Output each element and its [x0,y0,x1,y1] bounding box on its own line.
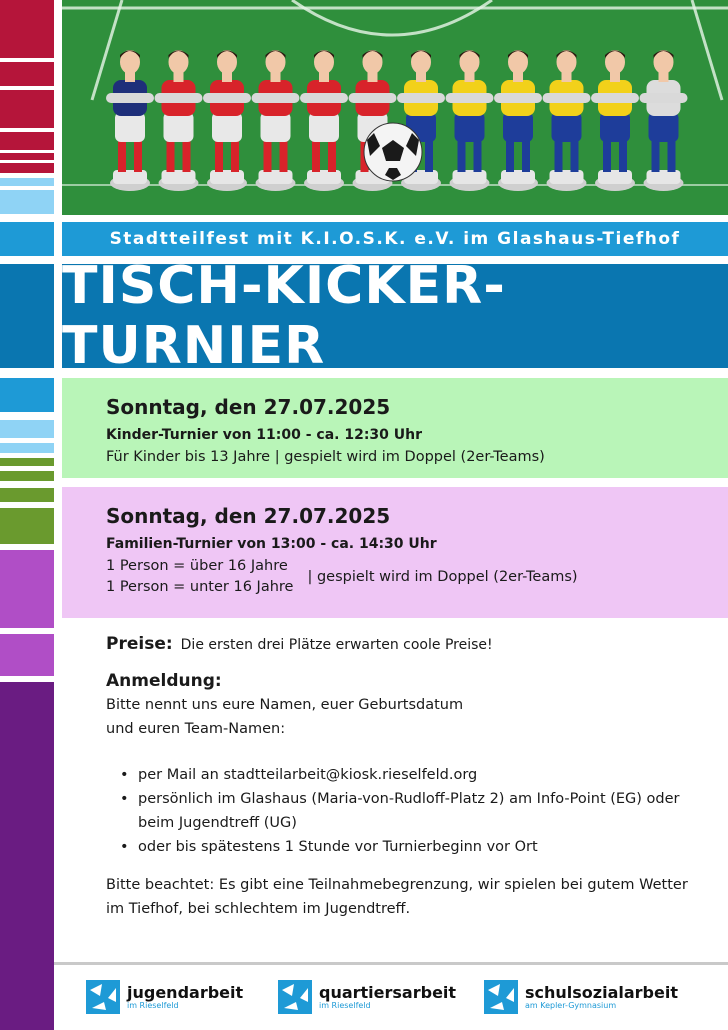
list-item: • persönlich im Glashaus (Maria-von-Rudloff-Platz 2) am Info-Point (EG) oder beim Jugendtreff (UG) [120,787,706,835]
logo-schulsozialarbeit [484,980,678,1014]
event1-details: Für Kinder bis 13 Jahre | gespielt wird im Doppel (2er-Teams) [106,449,545,465]
list-item: • per Mail an stadtteilarbeit@kiosk.rieselfeld.org [120,763,706,787]
quartiersarbeit-logo-icon [278,980,312,1014]
event2-line1: 1 Person = über 16 Jahre [106,558,288,574]
list-item: • oder bis spätestens 1 Stunde vor Turnierbeginn vor Ort [120,835,706,859]
registration-info [106,632,706,921]
schulsozialarbeit-logo-icon [484,980,518,1014]
event1-date: Sonntag, den 27.07.2025 [106,395,391,419]
registration-intro-2: und euren Team-Namen: [106,721,286,737]
event-subtitle: Stadtteilfest mit K.I.O.S.K. e.V. im Glashaus-Tiefhof [62,222,728,256]
jugendarbeit-logo-icon [86,980,120,1014]
logo-quartiersarbeit [278,980,456,1014]
event2-line2: 1 Person = unter 16 Jahre [106,579,294,595]
prizes-label: Preise: [106,634,173,654]
prizes-text: Die ersten drei Plätze erwarten coole Preise! [180,637,493,653]
logo-name: jugendarbeit [127,982,244,1002]
registration-intro-1: Bitte nennt uns eure Namen, euer Geburtsdatum [106,697,464,713]
event2-date: Sonntag, den 27.07.2025 [106,504,391,528]
page-title: TISCH-KICKER-TURNIER [62,264,728,368]
logo-jugendarbeit [86,980,243,1014]
event2-team-rules [106,556,684,598]
prizes [106,632,706,657]
event2-time: Familien-Turnier von 13:00 - ca. 14:30 Uhr [106,536,437,552]
kinder-turnier-box [62,378,728,478]
foosball-illustration [62,0,728,215]
logo-sub: am Kepler-Gymnasium [525,1000,617,1010]
logo-name: quartiersarbeit [319,982,457,1002]
participation-note: Bitte beachtet: Es gibt eine Teilnahmebegrenzung, wir spielen bei gutem Wetter im Tiefhof, bei schlechtem im Jugendtreff. [106,877,688,917]
event1-time: Kinder-Turnier von 11:00 - ca. 12:30 Uhr [106,427,423,443]
logo-sub: im Rieselfeld [319,1000,371,1010]
logo-name: schulsozialarbeit [525,982,678,1002]
event2-age-lines [106,556,293,598]
registration-heading: Anmeldung: [106,671,222,691]
registration-options [120,763,706,859]
logo-sub: im Rieselfeld [127,1000,179,1010]
footer-divider [54,962,728,965]
event2-details: | gespielt wird im Doppel (2er-Teams) [307,568,578,585]
foosball-photo [62,0,728,215]
familien-turnier-box [62,487,728,618]
